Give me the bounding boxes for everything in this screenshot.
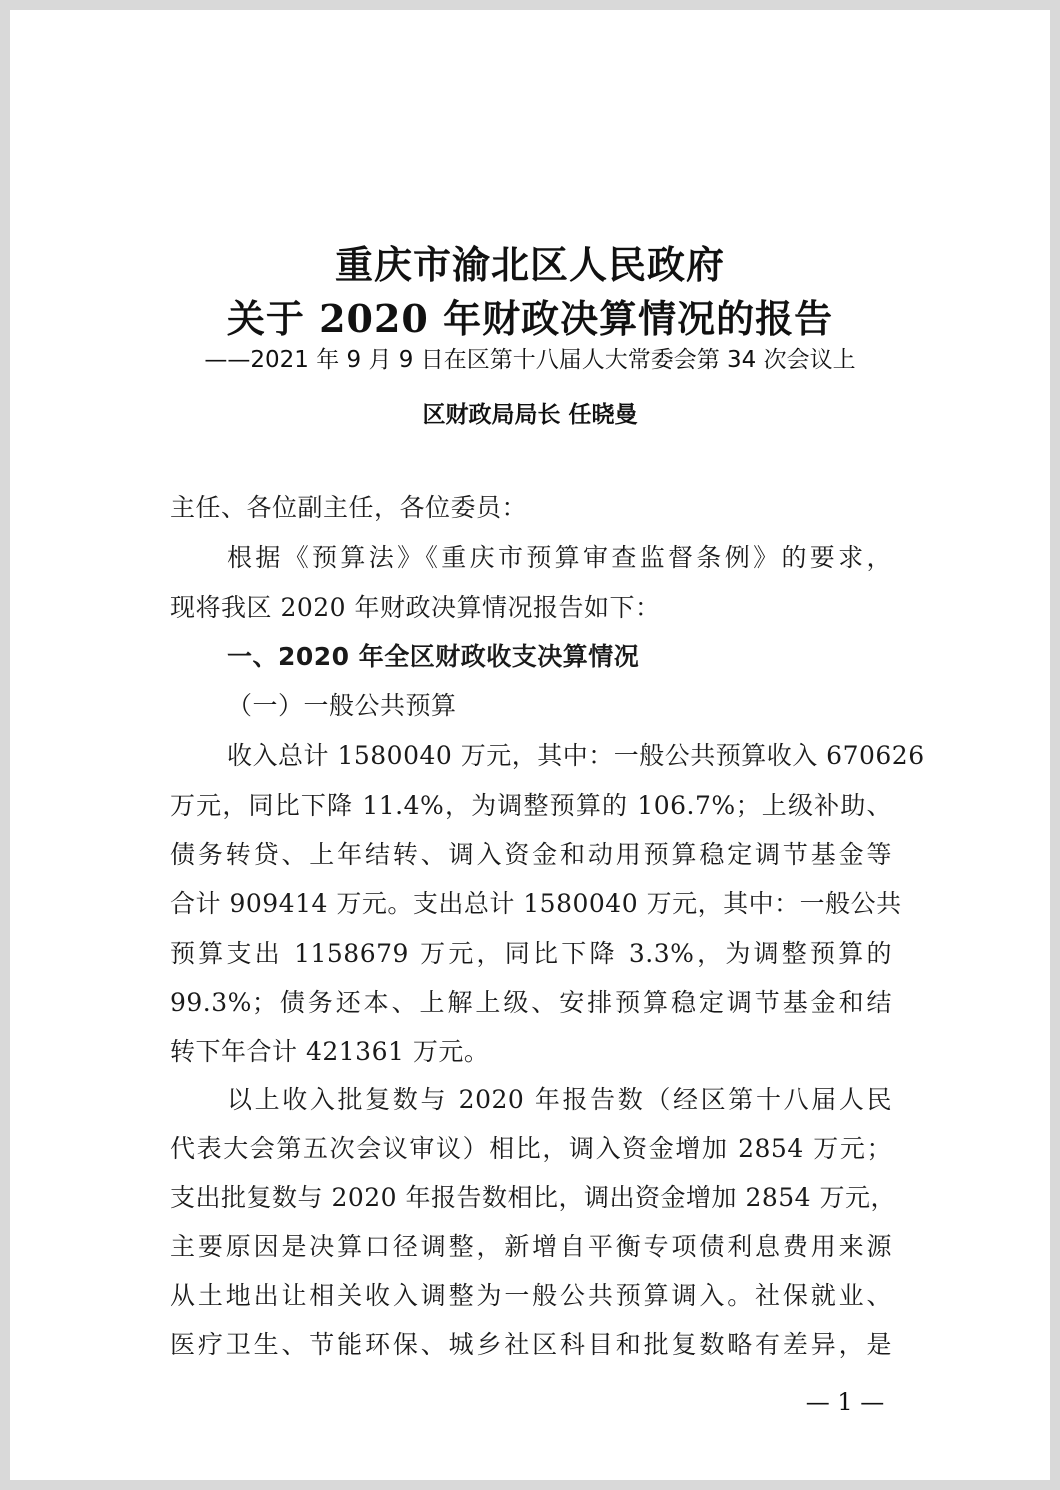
para1-line-6: 99.3%；债务还本、上解上级、安排预算稳定调节基金和结 [170,988,892,1017]
para2-line-5: 从土地出让相关收入调整为一般公共预算调入。社保就业、 [170,1281,892,1310]
section1-heading: 一、2020 年全区财政收支决算情况 [227,642,640,671]
para1-line-5: 预算支出 1158679 万元，同比下降 3.3%，为调整预算的 [170,939,892,968]
para1-line-2: 万元，同比下降 11.4%，为调整预算的 106.7%；上级补助、 [170,791,892,820]
para2-line-4: 主要原因是决算口径调整，新增自平衡专项债利息费用来源 [170,1232,892,1261]
report-title-line2: 关于 2020 年财政决算情况的报告 [226,296,834,341]
page-number: — 1 — [805,1388,885,1416]
intro-line-2: 现将我区 2020 年财政决算情况报告如下： [170,593,661,622]
reporter-name: 区财政局局长 任晓曼 [422,402,638,428]
salutation: 主任、各位副主任，各位委员： [170,493,528,522]
para2-line-6: 医疗卫生、节能环保、城乡社区科目和批复数略有差异，是 [170,1330,892,1359]
para1-line-1: 收入总计 1580040 万元，其中：一般公共预算收入 670626 [227,741,925,770]
report-subtitle: ——2021 年 9 月 9 日在区第十八届人大常委会第 34 次会议上 [204,347,856,373]
report-title-line1: 重庆市渝北区人民政府 [334,242,725,287]
para1-line-7: 转下年合计 421361 万元。 [170,1037,490,1066]
para2-line-1: 以上收入批复数与 2020 年报告数（经区第十八届人民 [227,1085,892,1114]
intro-line-1: 根据《预算法》《重庆市预算审查监督条例》的要求， [227,543,892,572]
subsection1-heading: （一）一般公共预算 [227,691,457,720]
para1-line-4: 合计 909414 万元。支出总计 1580040 万元，其中：一般公共 [170,889,902,918]
para2-line-2: 代表大会第五次会议审议）相比，调入资金增加 2854 万元； [170,1134,892,1163]
para1-line-3: 债务转贷、上年结转、调入资金和动用预算稳定调节基金等 [170,840,892,869]
para2-line-3: 支出批复数与 2020 年报告数相比，调出资金增加 2854 万元， [170,1183,897,1212]
document-page [10,10,1050,1480]
